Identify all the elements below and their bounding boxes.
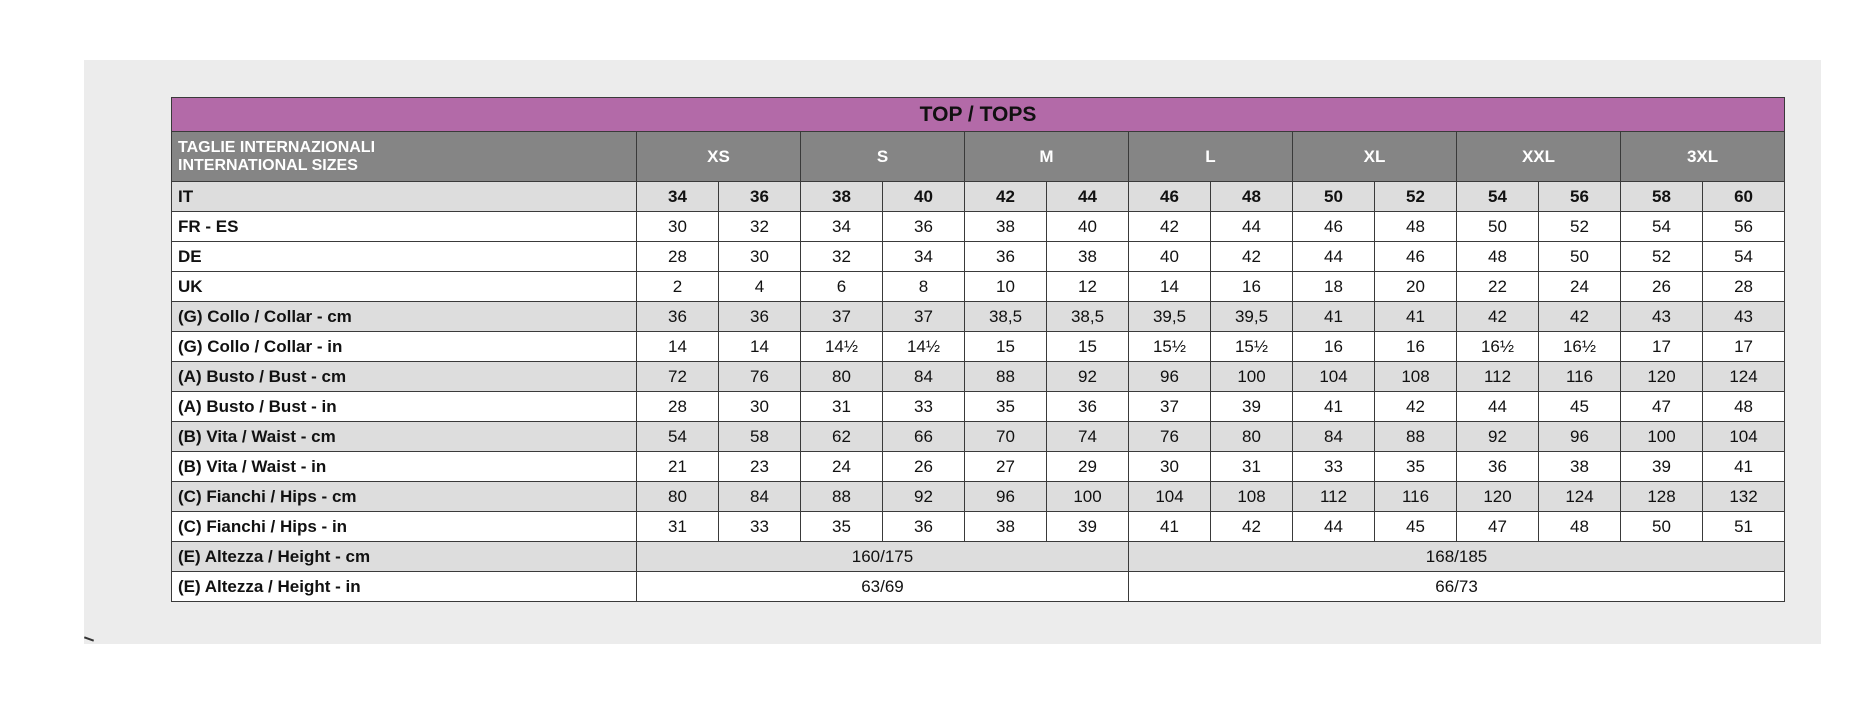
table-cell: 88	[965, 362, 1047, 392]
table-cell: 15½	[1129, 332, 1211, 362]
table-cell: 42	[1211, 242, 1293, 272]
height-value: 160/175	[637, 542, 1129, 572]
table-cell: 40	[1129, 242, 1211, 272]
table-cell: 96	[965, 482, 1047, 512]
table-cell: 44	[1047, 182, 1129, 212]
size-chart-table	[171, 97, 1785, 602]
table-cell: 52	[1539, 212, 1621, 242]
table-cell: 30	[719, 392, 801, 422]
table-cell: 10	[965, 272, 1047, 302]
table-cell: 15	[965, 332, 1047, 362]
table-row	[172, 452, 1785, 482]
table-cell: 15	[1047, 332, 1129, 362]
table-cell: 2	[637, 272, 719, 302]
table-cell: 39,5	[1129, 302, 1211, 332]
table-cell: 44	[1457, 392, 1539, 422]
table-cell: 16½	[1457, 332, 1539, 362]
table-cell: 52	[1621, 242, 1703, 272]
table-cell: 45	[1375, 512, 1457, 542]
table-cell: 54	[1621, 212, 1703, 242]
table-cell: 14	[1129, 272, 1211, 302]
table-cell: 38	[1047, 242, 1129, 272]
table-cell: 39	[1211, 392, 1293, 422]
table-cell: 116	[1375, 482, 1457, 512]
table-cell: 28	[637, 242, 719, 272]
table-cell: 80	[801, 362, 883, 392]
table-cell: 56	[1703, 212, 1785, 242]
table-cell: 88	[1375, 422, 1457, 452]
table-cell: 46	[1129, 182, 1211, 212]
table-cell: 51	[1703, 512, 1785, 542]
table-cell: 39	[1621, 452, 1703, 482]
table-cell: 58	[719, 422, 801, 452]
table-row	[172, 212, 1785, 242]
table-cell: 132	[1703, 482, 1785, 512]
table-cell: 92	[1457, 422, 1539, 452]
table-cell: 72	[637, 362, 719, 392]
table-cell: 17	[1621, 332, 1703, 362]
table-cell: 100	[1047, 482, 1129, 512]
table-cell: 16	[1293, 332, 1375, 362]
table-cell: 39	[1047, 512, 1129, 542]
table-row	[172, 302, 1785, 332]
table-cell: 31	[1211, 452, 1293, 482]
table-cell: 36	[1457, 452, 1539, 482]
table-cell: 45	[1539, 392, 1621, 422]
table-cell: 20	[1375, 272, 1457, 302]
table-cell: 17	[1703, 332, 1785, 362]
table-cell: 80	[1211, 422, 1293, 452]
table-cell: 32	[719, 212, 801, 242]
table-cell: 14½	[883, 332, 965, 362]
table-cell: 36	[719, 182, 801, 212]
sizes-label	[172, 132, 637, 182]
row-label: (E) Altezza / Height - in	[172, 572, 637, 602]
table-cell: 38,5	[1047, 302, 1129, 332]
size-xs: XS	[637, 132, 801, 182]
table-cell: 35	[1375, 452, 1457, 482]
table-cell: 16	[1375, 332, 1457, 362]
table-cell: 70	[965, 422, 1047, 452]
table-cell: 84	[883, 362, 965, 392]
table-cell: 42	[1457, 302, 1539, 332]
title-row	[172, 98, 1785, 132]
table-cell: 54	[1457, 182, 1539, 212]
size-l: L	[1129, 132, 1293, 182]
table-cell: 16½	[1539, 332, 1621, 362]
table-cell: 27	[965, 452, 1047, 482]
table-cell: 48	[1211, 182, 1293, 212]
table-cell: 37	[801, 302, 883, 332]
table-cell: 44	[1211, 212, 1293, 242]
table-cell: 48	[1457, 242, 1539, 272]
table-cell: 128	[1621, 482, 1703, 512]
table-cell: 14	[637, 332, 719, 362]
table-cell: 28	[1703, 272, 1785, 302]
table-cell: 104	[1703, 422, 1785, 452]
row-label: (E) Altezza / Height - cm	[172, 542, 637, 572]
table-row	[172, 482, 1785, 512]
table-cell: 38	[801, 182, 883, 212]
table-cell: 33	[1293, 452, 1375, 482]
table-cell: 15½	[1211, 332, 1293, 362]
row-label: (G) Collo / Collar - cm	[172, 302, 637, 332]
table-cell: 36	[1047, 392, 1129, 422]
table-cell: 12	[1047, 272, 1129, 302]
table-cell: 112	[1457, 362, 1539, 392]
table-row	[172, 362, 1785, 392]
table-cell: 33	[719, 512, 801, 542]
height-value: 63/69	[637, 572, 1129, 602]
table-cell: 47	[1621, 392, 1703, 422]
table-cell: 30	[1129, 452, 1211, 482]
table-cell: 80	[637, 482, 719, 512]
table-cell: 34	[801, 212, 883, 242]
table-cell: 104	[1129, 482, 1211, 512]
table-cell: 46	[1375, 242, 1457, 272]
table-row	[172, 512, 1785, 542]
height-row	[172, 572, 1785, 602]
table-cell: 41	[1703, 452, 1785, 482]
table-cell: 39,5	[1211, 302, 1293, 332]
table-cell: 36	[883, 512, 965, 542]
row-label: (B) Vita / Waist - in	[172, 452, 637, 482]
table-cell: 58	[1621, 182, 1703, 212]
table-cell: 29	[1047, 452, 1129, 482]
table-cell: 60	[1703, 182, 1785, 212]
table-cell: 37	[883, 302, 965, 332]
table-cell: 54	[1703, 242, 1785, 272]
table-cell: 100	[1621, 422, 1703, 452]
table-cell: 18	[1293, 272, 1375, 302]
table-cell: 32	[801, 242, 883, 272]
table-cell: 108	[1375, 362, 1457, 392]
table-cell: 38,5	[965, 302, 1047, 332]
table-cell: 76	[1129, 422, 1211, 452]
table-cell: 88	[801, 482, 883, 512]
table-cell: 34	[883, 242, 965, 272]
table-cell: 21	[637, 452, 719, 482]
table-row	[172, 422, 1785, 452]
table-cell: 43	[1703, 302, 1785, 332]
table-cell: 37	[1129, 392, 1211, 422]
table-cell: 41	[1375, 302, 1457, 332]
sizes-label-en: INTERNATIONAL SIZES	[178, 156, 358, 174]
sizes-row	[172, 132, 1785, 182]
table-cell: 42	[1539, 302, 1621, 332]
table-cell: 26	[1621, 272, 1703, 302]
row-label: UK	[172, 272, 637, 302]
table-cell: 46	[1293, 212, 1375, 242]
table-cell: 50	[1457, 212, 1539, 242]
table-cell: 48	[1539, 512, 1621, 542]
size-m: M	[965, 132, 1129, 182]
table-cell: 31	[801, 392, 883, 422]
table-body	[172, 182, 1785, 602]
table-cell: 42	[1375, 392, 1457, 422]
row-label: (C) Fianchi / Hips - cm	[172, 482, 637, 512]
table-cell: 43	[1621, 302, 1703, 332]
table-row	[172, 182, 1785, 212]
table-title: TOP / TOPS	[172, 98, 1785, 132]
row-label: (C) Fianchi / Hips - in	[172, 512, 637, 542]
table-cell: 56	[1539, 182, 1621, 212]
table-cell: 120	[1457, 482, 1539, 512]
table-cell: 48	[1703, 392, 1785, 422]
table-cell: 42	[1129, 212, 1211, 242]
table-cell: 100	[1211, 362, 1293, 392]
table-cell: 41	[1293, 392, 1375, 422]
table-cell: 41	[1129, 512, 1211, 542]
table-cell: 104	[1293, 362, 1375, 392]
table-cell: 41	[1293, 302, 1375, 332]
table-cell: 35	[965, 392, 1047, 422]
table-cell: 52	[1375, 182, 1457, 212]
table-cell: 84	[719, 482, 801, 512]
table-cell: 34	[637, 182, 719, 212]
table-cell: 42	[965, 182, 1047, 212]
table-cell: 50	[1293, 182, 1375, 212]
table-row	[172, 392, 1785, 422]
table-cell: 42	[1211, 512, 1293, 542]
table-cell: 50	[1539, 242, 1621, 272]
table-cell: 96	[1539, 422, 1621, 452]
table-cell: 22	[1457, 272, 1539, 302]
table-cell: 14½	[801, 332, 883, 362]
table-cell: 28	[637, 392, 719, 422]
table-cell: 30	[719, 242, 801, 272]
table-cell: 66	[883, 422, 965, 452]
row-label: (B) Vita / Waist - cm	[172, 422, 637, 452]
table-cell: 40	[883, 182, 965, 212]
table-cell: 23	[719, 452, 801, 482]
table-row	[172, 272, 1785, 302]
table-cell: 16	[1211, 272, 1293, 302]
table-cell: 108	[1211, 482, 1293, 512]
height-value: 168/185	[1129, 542, 1785, 572]
table-cell: 14	[719, 332, 801, 362]
table-cell: 26	[883, 452, 965, 482]
table-cell: 84	[1293, 422, 1375, 452]
size-xxl: XXL	[1457, 132, 1621, 182]
table-cell: 31	[637, 512, 719, 542]
size-3xl: 3XL	[1621, 132, 1785, 182]
table-cell: 40	[1047, 212, 1129, 242]
table-cell: 62	[801, 422, 883, 452]
height-value: 66/73	[1129, 572, 1785, 602]
table-cell: 35	[801, 512, 883, 542]
table-cell: 76	[719, 362, 801, 392]
table-cell: 24	[1539, 272, 1621, 302]
table-cell: 124	[1703, 362, 1785, 392]
table-cell: 44	[1293, 512, 1375, 542]
sizes-label-it: TAGLIE INTERNAZIONALI	[178, 138, 376, 156]
table-row	[172, 332, 1785, 362]
table-cell: 48	[1375, 212, 1457, 242]
table-cell: 38	[965, 212, 1047, 242]
table-cell: 74	[1047, 422, 1129, 452]
row-label: (A) Busto / Bust - cm	[172, 362, 637, 392]
row-label: IT	[172, 182, 637, 212]
table-cell: 6	[801, 272, 883, 302]
table-cell: 112	[1293, 482, 1375, 512]
row-label: (G) Collo / Collar - in	[172, 332, 637, 362]
table-cell: 92	[1047, 362, 1129, 392]
table-cell: 92	[883, 482, 965, 512]
table-cell: 4	[719, 272, 801, 302]
table-cell: 120	[1621, 362, 1703, 392]
table-cell: 38	[965, 512, 1047, 542]
height-row	[172, 542, 1785, 572]
table-cell: 44	[1293, 242, 1375, 272]
table-cell: 33	[883, 392, 965, 422]
table-cell: 30	[637, 212, 719, 242]
table-cell: 116	[1539, 362, 1621, 392]
row-label: DE	[172, 242, 637, 272]
table-cell: 54	[637, 422, 719, 452]
row-label: FR - ES	[172, 212, 637, 242]
row-label: (A) Busto / Bust - in	[172, 392, 637, 422]
size-s: S	[801, 132, 965, 182]
table-cell: 24	[801, 452, 883, 482]
table-cell: 124	[1539, 482, 1621, 512]
table-cell: 8	[883, 272, 965, 302]
table-row	[172, 242, 1785, 272]
table-cell: 36	[637, 302, 719, 332]
table-cell: 36	[965, 242, 1047, 272]
table-cell: 47	[1457, 512, 1539, 542]
table-cell: 36	[719, 302, 801, 332]
table-cell: 38	[1539, 452, 1621, 482]
table-cell: 50	[1621, 512, 1703, 542]
size-xl: XL	[1293, 132, 1457, 182]
table-cell: 36	[883, 212, 965, 242]
table-cell: 96	[1129, 362, 1211, 392]
